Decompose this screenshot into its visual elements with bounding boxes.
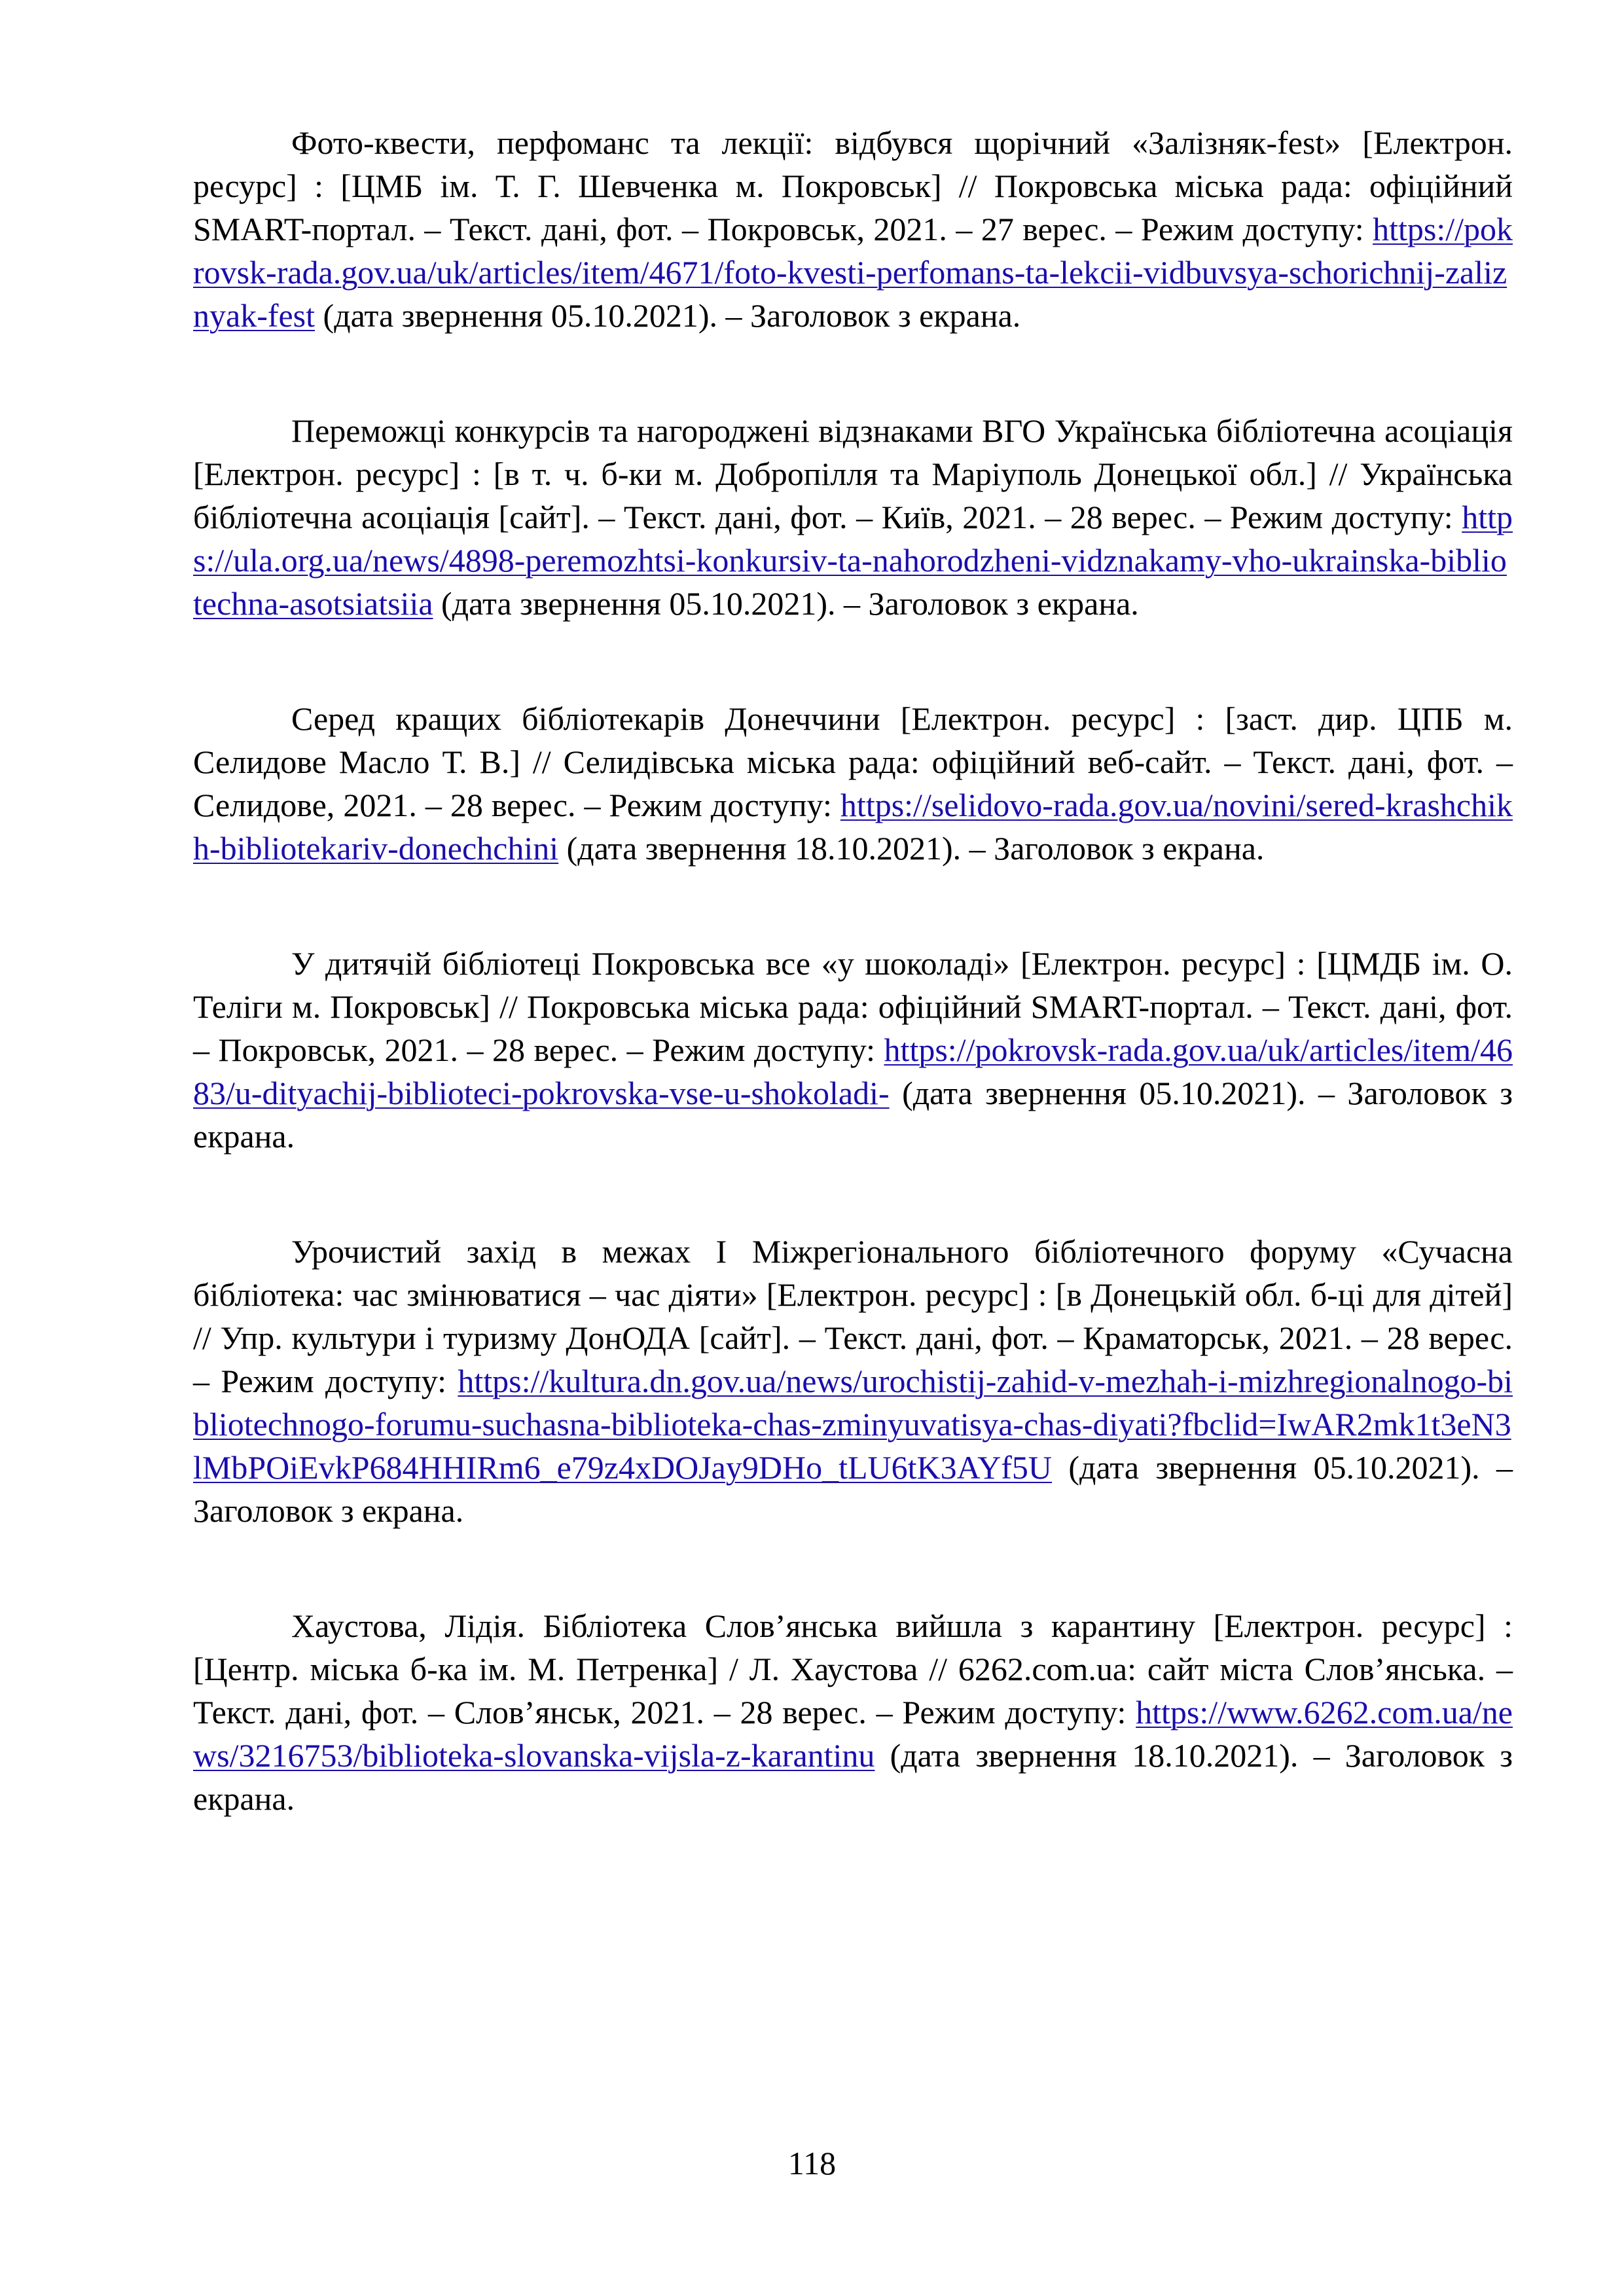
- entry-text: Переможці конкурсів та нагороджені відзнаками ВГО Українська бібліотечна асоціація [Електрон. ресурс] : [в т. ч. б-ки м. Добропілля та Маріуполь Донецької обл.] // Українська бібліотечна асоціація [сайт]. – Текст. дані, фот. – Київ, 2021. – 28 верес. – Режим доступу:: [193, 412, 1513, 535]
- entry-text-after: (дата звернення 18.10.2021). – Заголовок з екрана.: [193, 1737, 1513, 1817]
- entry-text: Урочистий захід в межах І Міжрегіонального бібліотечного форуму «Сучасна бібліотека: час змінюватися – час діяти» [Електрон. ресурс] : [в Донецькій обл. б-ці для дітей] // Упр. культури і туризму ДонОДА [сайт]. – Текст. дані, фот. – Краматорськ, 2021. – 28 верес. – Режим доступу:: [193, 1233, 1513, 1399]
- bibliography-entry: [193, 1230, 1513, 1532]
- entry-text-after: (дата звернення 05.10.2021). – Заголовок з екрана.: [193, 1075, 1513, 1155]
- entry-link[interactable]: https://selidovo-rada.gov.ua/novini/sered-krashchikh-bibliotekariv-donechchini: [193, 787, 1513, 867]
- entry-text: У дитячій бібліотеці Покровська все «у шоколаді» [Електрон. ресурс] : [ЦМДБ ім. О. Теліги м. Покровськ] // Покровська міська рада: офіційний SMART-портал. – Текст. дані, фот. – Покровськ, 2021. – 28 верес. – Режим доступу:: [193, 945, 1513, 1068]
- entry-text-after: (дата звернення 05.10.2021). – Заголовок з екрана.: [193, 1449, 1513, 1529]
- bibliography-entry: [193, 1604, 1513, 1820]
- entry-link[interactable]: https://pokrovsk-rada.gov.ua/uk/articles/item/4671/foto-kvesti-perfomans-ta-lekcii-vidbuvsya-schorichnij-zaliznyak-fest: [193, 211, 1513, 334]
- bibliography-entry: [193, 697, 1513, 870]
- entry-text-after: (дата звернення 05.10.2021). – Заголовок з екрана.: [433, 585, 1139, 622]
- bibliography-entry: [193, 121, 1513, 337]
- entry-text: Серед кращих бібліотекарів Донеччини [Електрон. ресурс] : [заст. дир. ЦПБ м. Селидове Масло Т. В.] // Селидівська міська рада: офіційний веб-сайт. – Текст. дані, фот. – Селидове, 2021. – 28 верес. – Режим доступу:: [193, 700, 1513, 823]
- entry-link[interactable]: https://pokrovsk-rada.gov.ua/uk/articles/item/4683/u-dityachij-biblioteci-pokrovska-vse-u-shokoladi-: [193, 1031, 1513, 1111]
- entry-text-after: (дата звернення 18.10.2021). – Заголовок з екрана.: [558, 830, 1265, 867]
- entry-text-after: (дата звернення 05.10.2021). – Заголовок з екрана.: [315, 297, 1021, 334]
- entry-text: Хаустова, Лідія. Бібліотека Слов’янська вийшла з карантину [Електрон. ресурс] : [Центр. міська б-ка ім. М. Петренка] / Л. Хаустова // 6262.com.ua: сайт міста Слов’янська. – Текст. дані, фот. – Слов’янськ, 2021. – 28 верес. – Режим доступу:: [193, 1607, 1513, 1731]
- entry-link[interactable]: https://www.6262.com.ua/news/3216753/biblioteka-slovanska-vijsla-z-karantinu: [193, 1694, 1513, 1774]
- entry-link[interactable]: https://kultura.dn.gov.ua/news/urochistij-zahid-v-mezhah-i-mizhregionalnogo-bibliotechnogo-forumu-suchasna-biblioteka-chas-zminyuvatisya-chas-diyati?fbclid=IwAR2mk1t3eN3lMbPOiEvkP684HHIRm6_e79z4xDOJay9DHo_tLU6tK3AYf5U: [193, 1363, 1513, 1486]
- entry-text: Фото-квести, перфоманс та лекції: відбувся щорічний «Залізняк-fest» [Електрон. ресурс] : [ЦМБ ім. Т. Г. Шевченка м. Покровськ] // Покровська міська рада: офіційний SMART-портал. – Текст. дані, фот. – Покровськ, 2021. – 27 верес. – Режим доступу:: [193, 124, 1513, 247]
- entry-link[interactable]: https://ula.org.ua/news/4898-peremozhtsi-konkursiv-ta-nahorodzheni-vidznakamy-vho-ukrainska-bibliotechna-asotsiatsiia: [193, 499, 1513, 622]
- bibliography-entry: [193, 942, 1513, 1158]
- page-number: 118: [787, 2145, 837, 2181]
- bibliography-list: [193, 121, 1513, 1892]
- bibliography-entry: [193, 409, 1513, 625]
